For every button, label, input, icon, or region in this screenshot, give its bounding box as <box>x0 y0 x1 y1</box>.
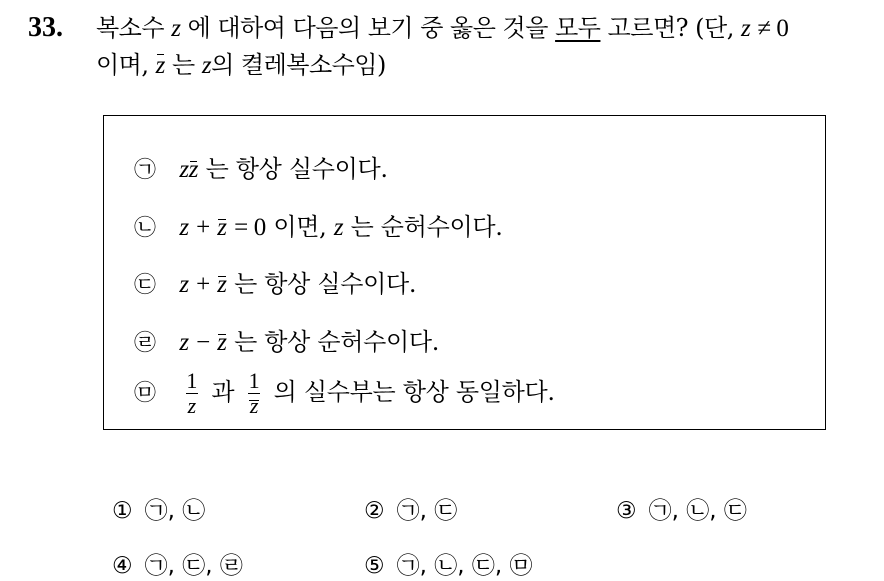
answer-choice-5[interactable] <box>364 551 533 581</box>
statement-marker: ㉠ <box>134 158 156 183</box>
var-z-conjugate: z <box>188 156 199 183</box>
statement-text: 의 실수부는 항상 동일하다. <box>273 378 555 406</box>
choice-number: ② <box>364 498 385 524</box>
statement-text: 이면, <box>273 213 327 241</box>
math-equals-zero: = 0 <box>234 214 267 241</box>
math-operator: + <box>196 271 210 298</box>
choice-label: ㉠, ㉢ <box>396 498 458 524</box>
fraction-one-over-z <box>184 369 199 418</box>
statement-item-3 <box>134 269 416 301</box>
var-z: z <box>171 15 181 42</box>
fraction-one-over-z-conjugate <box>247 369 262 418</box>
choice-label: ㉠, ㉡, ㉢, ㉤ <box>396 553 533 579</box>
var-z-conjugate: z <box>217 329 227 356</box>
answer-choice-1[interactable] <box>112 496 205 526</box>
statement-text: 는 항상 실수이다. <box>205 155 388 183</box>
stem-text-2: 에 대하여 다음의 보기 중 옳은 것을 <box>187 14 548 42</box>
choice-number: ① <box>112 498 133 524</box>
fraction-denominator-conjugate: z <box>249 393 259 418</box>
var-z: z <box>179 156 189 183</box>
statement-marker: ㉣ <box>134 331 156 356</box>
stem-underline-all: 모두 <box>555 14 601 42</box>
stem-text-5: 는 <box>172 51 195 79</box>
statement-box <box>103 115 826 430</box>
var-z: z <box>179 214 189 241</box>
choice-label: ㉠, ㉡, ㉢ <box>648 498 747 524</box>
statement-item-5 <box>134 368 555 418</box>
math-operator: − <box>196 329 210 356</box>
statement-marker: ㉡ <box>134 216 156 241</box>
var-z-conjugate: z <box>217 214 227 241</box>
var-z: z <box>179 329 189 356</box>
stem-condition: ≠ 0 <box>757 15 789 42</box>
answer-choice-2[interactable] <box>364 496 457 526</box>
var-z: z <box>740 15 751 42</box>
choice-label: ㉠, ㉢, ㉣ <box>144 553 243 579</box>
choice-number: ⑤ <box>364 553 385 579</box>
choice-number: ④ <box>112 553 133 579</box>
var-z-conjugate: z <box>217 271 227 298</box>
statement-marker: ㉤ <box>134 381 156 406</box>
statement-item-2 <box>134 212 503 244</box>
var-z: z <box>179 271 189 298</box>
stem-text-4: 이며, <box>96 51 149 79</box>
choice-label: ㉠, ㉡ <box>144 498 206 524</box>
var-z: z <box>201 52 212 79</box>
choice-number: ③ <box>616 498 637 524</box>
statement-text: 는 항상 순허수이다. <box>234 328 440 356</box>
answer-choice-4[interactable] <box>112 551 243 581</box>
stem-line-1 <box>96 10 876 47</box>
fraction-numerator: 1 <box>186 368 198 393</box>
statement-text-mid: 과 <box>211 378 235 406</box>
statement-item-4 <box>134 327 439 359</box>
stem-text-3: 고르면? (단, <box>607 14 734 42</box>
var-z-conjugate: z <box>156 48 165 84</box>
statement-text-2: 는 순허수이다. <box>350 213 503 241</box>
fraction-numerator: 1 <box>248 368 260 393</box>
stem-text-6: 의 켤레복소수임) <box>211 51 386 79</box>
question-number: 33. <box>28 12 63 43</box>
var-z: z <box>333 214 344 241</box>
math-operator: + <box>196 214 210 241</box>
stem-line-2 <box>96 47 876 84</box>
question-stem <box>96 10 876 84</box>
statement-item-1 <box>134 154 388 186</box>
statement-marker: ㉢ <box>134 273 156 298</box>
statement-text: 는 항상 실수이다. <box>234 270 417 298</box>
answer-choice-3[interactable] <box>616 496 747 526</box>
fraction-denominator: z <box>187 393 196 418</box>
stem-text-1: 복소수 <box>96 14 165 42</box>
